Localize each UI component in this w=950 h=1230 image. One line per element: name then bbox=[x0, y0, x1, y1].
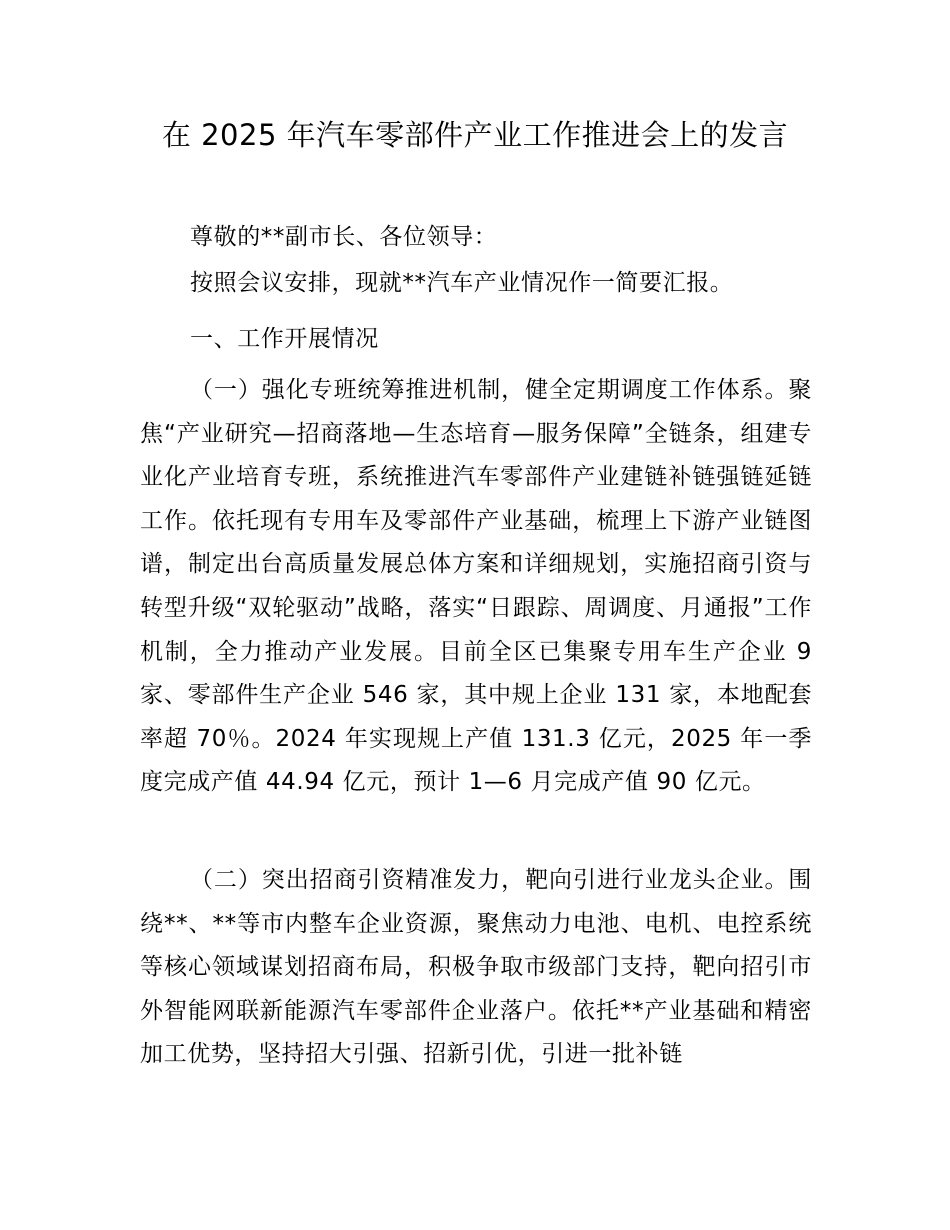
section-heading: 一、工作开展情况 bbox=[190, 326, 379, 352]
section-1-paragraph: （一）强化专班统筹推进机制，健全定期调度工作体系。聚焦“产业研究—招商落地—生态培育—服务保障”全链条，组建专业化产业培育专班，系统推进汽车零部件产业建链补链强链延链工作。依托现有专用车及零部件产业基础，梳理上下游产业链图谱，制定出台高质量发展总体方案和详细规划，实施招商引资与转型升级“双轮驱动”战略，落实“日跟踪、周调度、月通报”工作机制，全力推动产业发展。目前全区已集聚专用车生产企业 9 家、零部件生产企业 546 家，其中规上企业 131 家，本地配套率超 70％。2024 年实现规上产值 131.3 亿元，2025 年一季度完成产值 44.94 亿元，预计 1—6 月完成产值 90 亿元。 bbox=[140, 377, 812, 796]
section-2-paragraph: （二）突出招商引资精准发力，靶向引进行业龙头企业。围绕**、**等市内整车企业资源，聚焦动力电池、电机、电控系统等核心领域谋划招商布局，积极争取市级部门支持，靶向招引市外智能网联新能源汽车零部件企业落户。依托**产业基础和精密加工优势，坚持招大引强、招新引优，引进一批补链 bbox=[140, 867, 812, 1068]
document-title: 在 2025 年汽车零部件产业工作推进会上的发言 bbox=[161, 118, 789, 152]
intro-paragraph: 按照会议安排，现就**汽车产业情况作一简要汇报。 bbox=[190, 270, 734, 296]
salutation: 尊敬的**副市长、各位领导： bbox=[190, 224, 498, 250]
